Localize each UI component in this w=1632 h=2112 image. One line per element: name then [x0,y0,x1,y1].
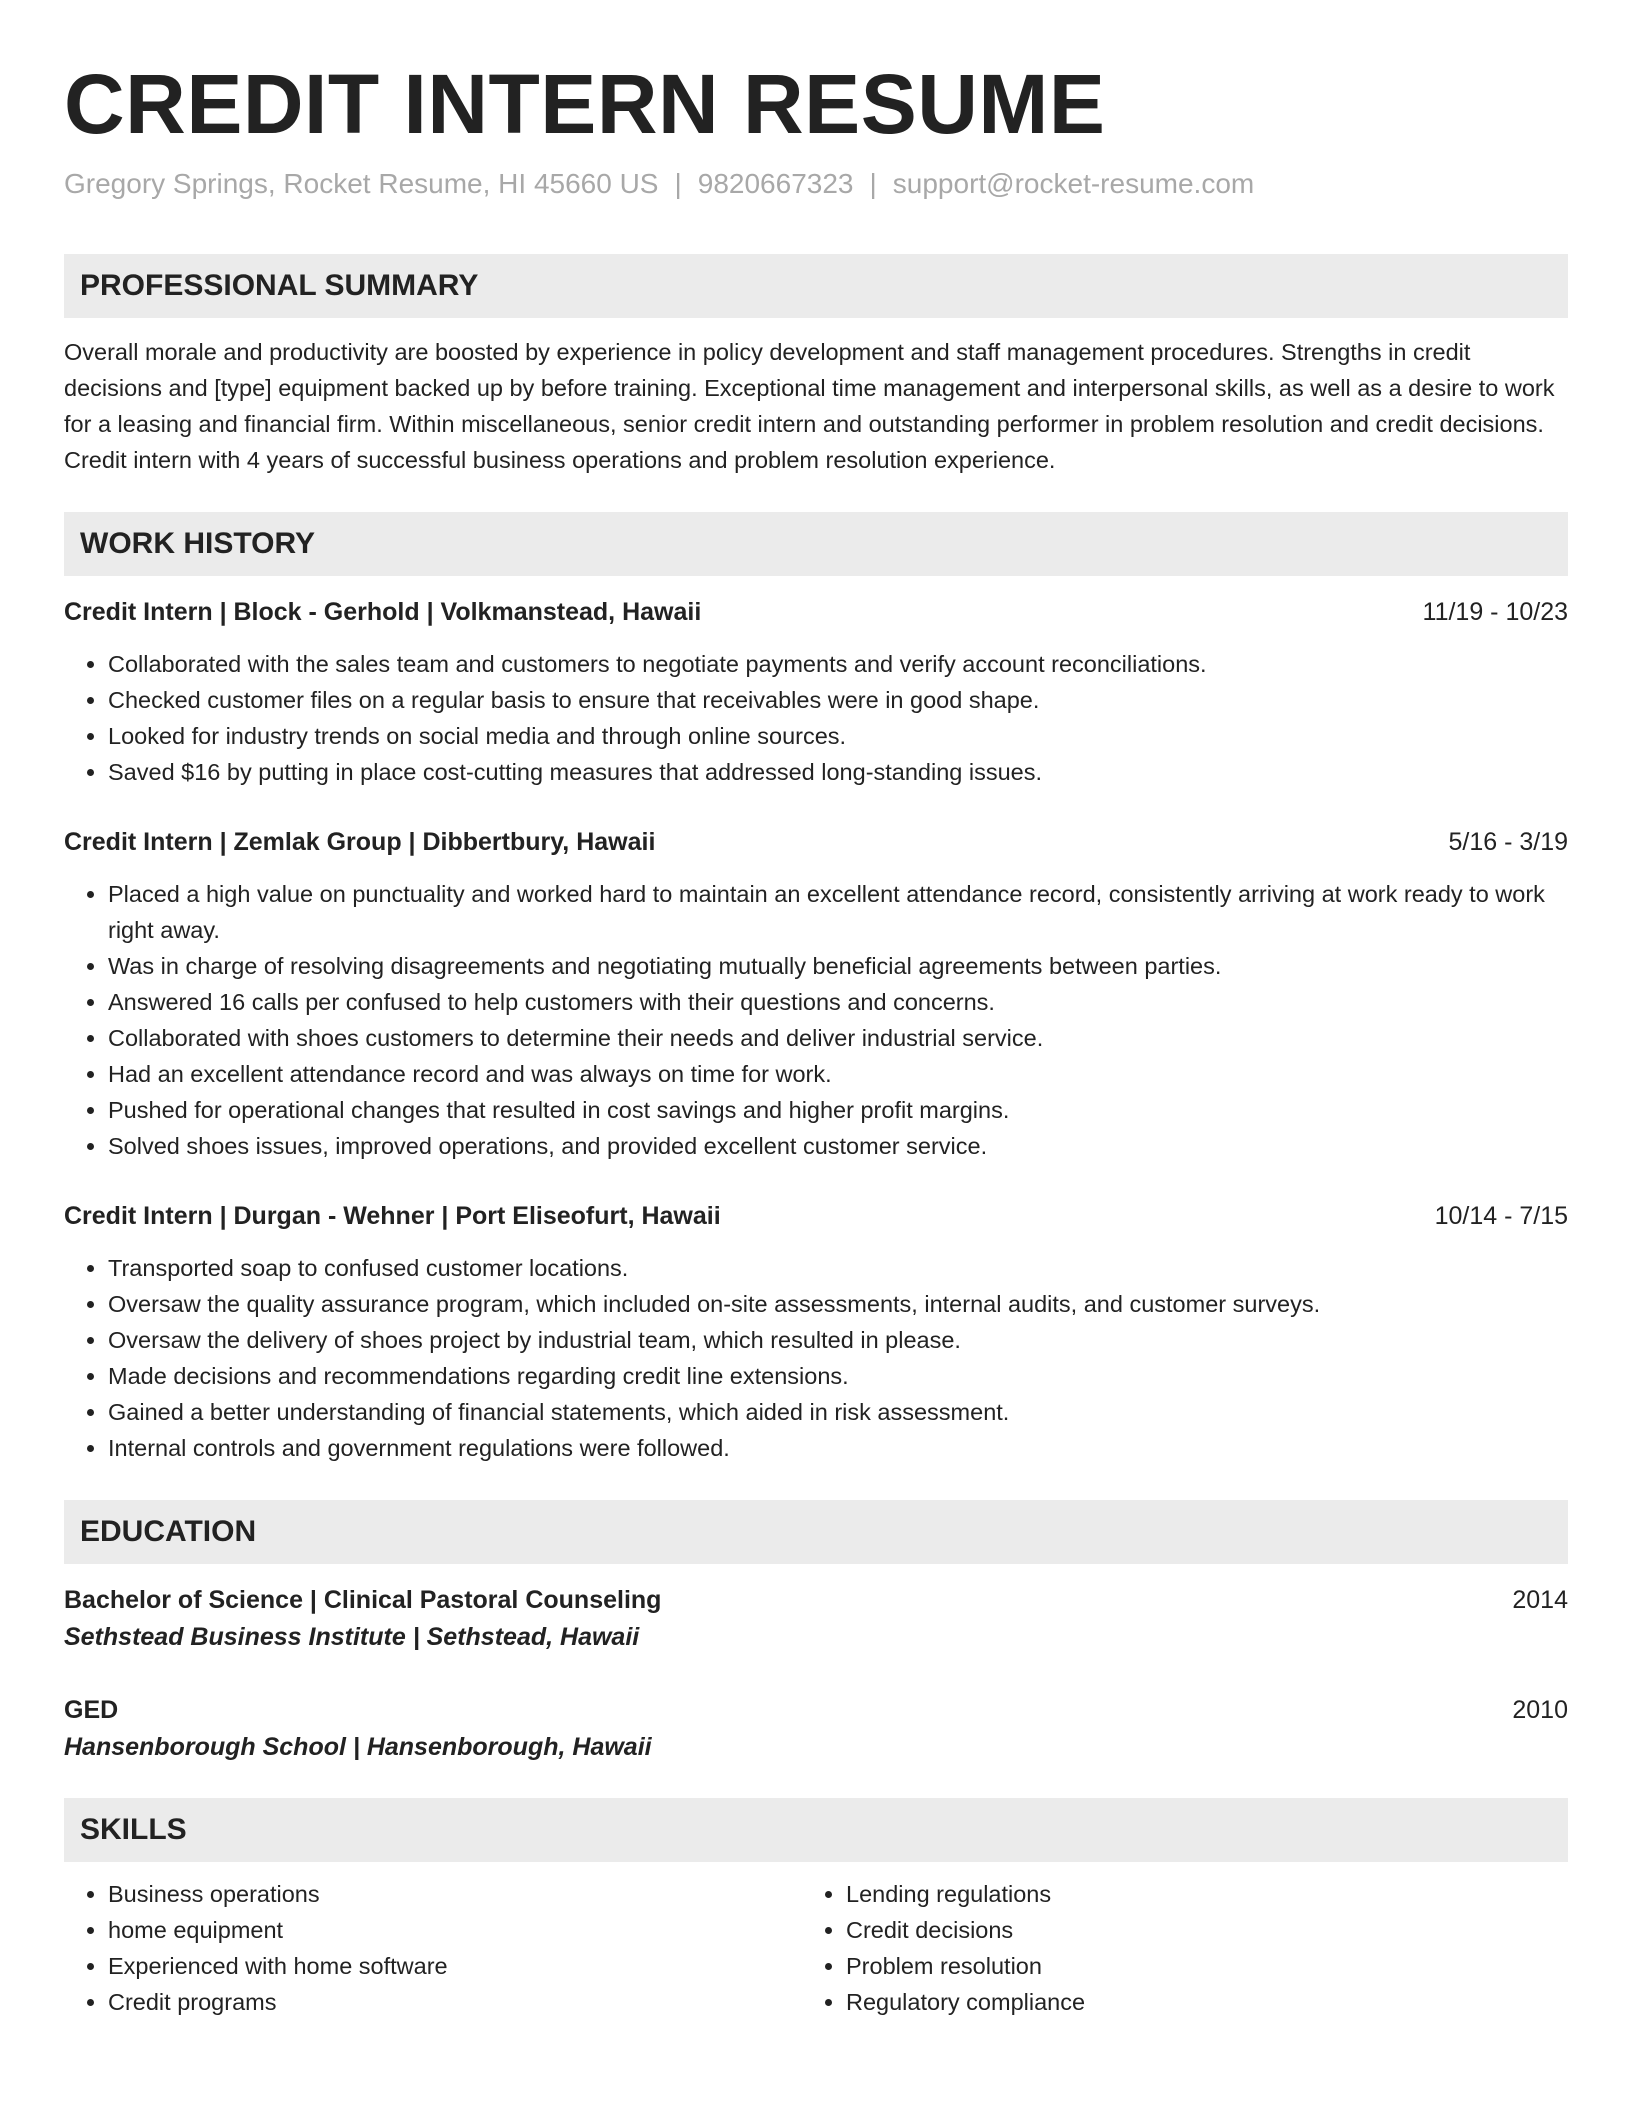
job-dates: 5/16 - 3/19 [1448,828,1568,856]
job-bullet: • Oversaw the delivery of shoes project by industrial team, which resulted in please. [108,1322,1568,1358]
contact-separator: | [674,168,682,199]
skill-item: • Problem resolution [846,1948,1540,1984]
skill-item: • Experienced with home software [108,1948,802,1984]
job-entry [64,1198,1568,1466]
section-header-summary: PROFESSIONAL SUMMARY [64,254,1568,318]
skill-item: • Credit programs [108,1984,802,2020]
job-title: Credit Intern | Zemlak Group | Dibbertbury, Hawaii [64,828,656,856]
job-bullet: • Solved shoes issues, improved operations, and provided excellent customer service. [108,1128,1568,1164]
job-bullet: • Placed a high value on punctuality and worked hard to maintain an excellent attendance record, consistently arriving at work ready to work right away. [108,876,1568,948]
education-header [64,1582,1568,1618]
skills-column-left [64,1876,802,2020]
section-header-education: EDUCATION [64,1500,1568,1564]
education-school: Hansenborough School | Hansenborough, Hawaii [64,1733,652,1761]
contact-line [64,166,1568,202]
education-entry [64,1582,1568,1656]
education-school: Sethstead Business Institute | Sethstead, Hawaii [64,1623,640,1651]
job-bullet: • Oversaw the quality assurance program, which included on-site assessments, internal audits, and customer surveys. [108,1286,1568,1322]
skill-item: • Lending regulations [846,1876,1540,1912]
job-bullets [64,646,1568,790]
job-bullets [64,1250,1568,1466]
job-dates: 11/19 - 10/23 [1422,598,1568,626]
job-bullet: • Pushed for operational changes that resulted in cost savings and higher profit margins. [108,1092,1568,1128]
job-entry [64,594,1568,790]
job-title: Credit Intern | Durgan - Wehner | Port Eliseofurt, Hawaii [64,1202,721,1230]
skill-item: • Business operations [108,1876,802,1912]
job-bullet: • Answered 16 calls per confused to help customers with their questions and concerns. [108,984,1568,1020]
phone: 9820667323 [697,168,854,199]
skill-item: • Regulatory compliance [846,1984,1540,2020]
skills-column-right [802,1876,1540,2020]
job-bullet: • Internal controls and government regulations were followed. [108,1430,1568,1466]
job-bullet: • Collaborated with shoes customers to determine their needs and deliver industrial service. [108,1020,1568,1056]
section-header-skills: SKILLS [64,1798,1568,1862]
job-bullet: • Saved $16 by putting in place cost-cutting measures that addressed long-standing issues. [108,754,1568,790]
job-bullet: • Collaborated with the sales team and customers to negotiate payments and verify account reconciliations. [108,646,1568,682]
education-entry [64,1692,1568,1766]
education-degree: Bachelor of Science | Clinical Pastoral Counseling [64,1586,662,1614]
skill-item: • home equipment [108,1912,802,1948]
education-header [64,1692,1568,1728]
job-header [64,1198,1568,1234]
job-bullet: • Looked for industry trends on social media and through online sources. [108,718,1568,754]
job-bullet: • Was in charge of resolving disagreements and negotiating mutually beneficial agreements between parties. [108,948,1568,984]
email: support@rocket-resume.com [892,168,1255,199]
resume-title: CREDIT INTERN RESUME [64,57,1106,151]
summary-text: Overall morale and productivity are boosted by experience in policy development and staff management procedures. Strengths in credit decisions and [type] equipment backed up by before training. Exceptional time management and interpersonal skills, as well as a desire to work for a leasing and financial firm. Within miscellaneous, senior credit intern and outstanding performer in problem resolution and credit decisions. Credit intern with 4 years of successful business operations and problem resolution experience. [64,339,1555,473]
section-header-work-history: WORK HISTORY [64,512,1568,576]
address: Gregory Springs, Rocket Resume, HI 45660 US [64,168,659,199]
job-bullet: • Checked customer files on a regular basis to ensure that receivables were in good shape. [108,682,1568,718]
job-dates: 10/14 - 7/15 [1434,1202,1568,1230]
job-bullet: • Made decisions and recommendations regarding credit line extensions. [108,1358,1568,1394]
skills-grid [64,1876,1568,2020]
job-bullet: • Transported soap to confused customer locations. [108,1250,1568,1286]
skill-item: • Credit decisions [846,1912,1540,1948]
job-title: Credit Intern | Block - Gerhold | Volkmanstead, Hawaii [64,598,702,626]
education-degree: GED [64,1696,119,1724]
job-header [64,594,1568,630]
education-year: 2010 [1512,1696,1568,1724]
job-bullets [64,876,1568,1164]
job-bullet: • Had an excellent attendance record and was always on time for work. [108,1056,1568,1092]
job-bullet: • Gained a better understanding of financial statements, which aided in risk assessment. [108,1394,1568,1430]
job-header [64,824,1568,860]
job-entry [64,824,1568,1164]
contact-separator: | [869,168,877,199]
education-year: 2014 [1512,1586,1568,1614]
